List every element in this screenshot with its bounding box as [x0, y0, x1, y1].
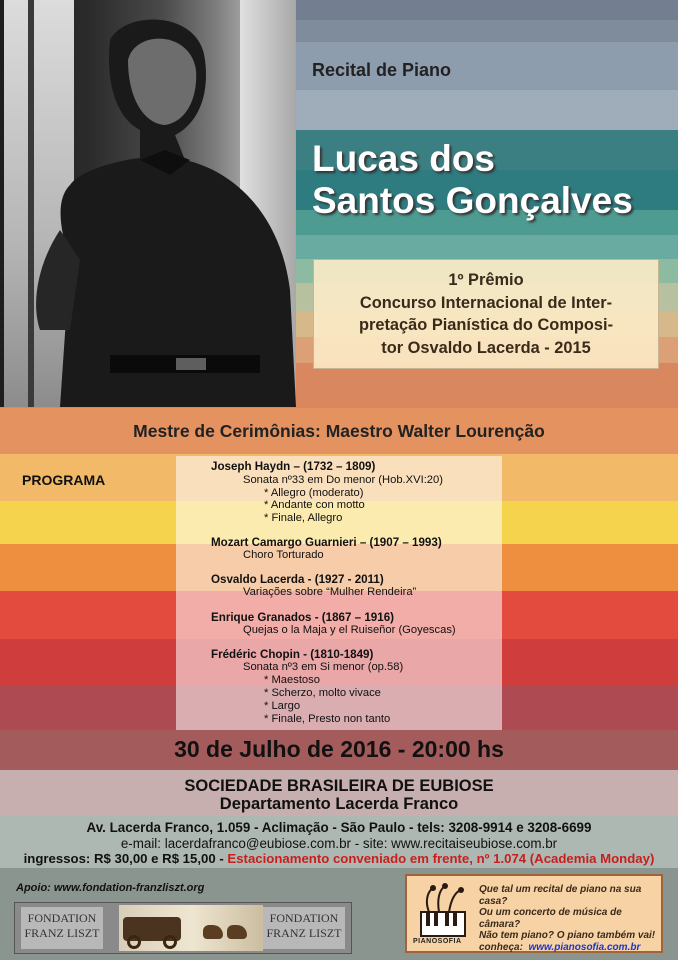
piano-tree-icon — [415, 882, 471, 946]
pianosofia-link[interactable]: www.pianosofia.com.br — [528, 941, 641, 953]
recital-title: Recital de Piano — [312, 60, 452, 80]
ad-prefix: conheça: — [479, 941, 523, 953]
horse — [227, 925, 247, 939]
logo-text: FRANZ LISZT — [24, 926, 100, 940]
work-lacerda: Variações sobre “Mulher Rendeira” — [243, 586, 417, 598]
ticket-prices: ingressos: R$ 30,00 e R$ 15,00 - — [23, 851, 228, 866]
venue-address: Av. Lacerda Franco, 1.059 - Aclimação - São Paulo - tels: 3208-9914 e 3208-6699 — [86, 820, 592, 835]
movement: * Largo — [264, 700, 301, 712]
program-label: PROGRAMA — [22, 472, 106, 488]
contact-email-site: e-mail: lacerdafranco@eubiose.com.br - site: www.recitaiseubiose.com.br — [120, 836, 558, 851]
work-granados: Quejas o la Maja y el Ruiseñor (Goyescas) — [243, 624, 456, 636]
performer-name-line2: Santos Gonçalves — [312, 180, 633, 221]
prize-line: Concurso Internacional de Inter- — [359, 293, 613, 312]
venue-department: Departamento Lacerda Franco — [219, 795, 459, 813]
pianist-photo — [0, 0, 296, 407]
parking-info: Estacionamento conveniado em frente, nº 1.074 (Academia Monday) — [227, 851, 655, 866]
wheel — [127, 935, 141, 949]
liszt-foundation-logo — [263, 907, 345, 949]
horse — [203, 925, 223, 939]
ad-line — [479, 942, 661, 954]
composer-haydn: Joseph Haydn – (1732 – 1809) — [211, 460, 376, 473]
work-chopin: Sonata nº3 em Si menor (op.58) — [243, 661, 404, 673]
ad-line: Que tal um recital de piano na sua casa? — [479, 884, 642, 907]
movement: * Allegro (moderato) — [264, 487, 364, 499]
work-haydn: Sonata nº33 em Do menor (Hob.XVI:20) — [243, 474, 443, 486]
prize-line: pretação Pianística do Composi- — [358, 316, 614, 334]
tickets-line — [0, 851, 678, 866]
pianosofia-text — [479, 884, 661, 953]
movement: * Andante con motto — [264, 499, 365, 511]
logo-text: FONDATION — [27, 911, 97, 925]
liszt-foundation-logo — [21, 907, 103, 949]
movement: * Finale, Presto non tanto — [264, 713, 391, 725]
support-credit: Apoio: www.fondation-franzliszt.org — [16, 882, 205, 894]
movement: * Finale, Allegro — [264, 512, 343, 524]
composer-granados: Enrique Granados - (1867 – 1916) — [211, 611, 394, 624]
movement: * Scherzo, molto vivace — [264, 687, 381, 699]
logo-text: FONDATION — [269, 911, 339, 925]
prize-line: 1º Prêmio — [448, 271, 524, 289]
pianist-silhouette — [0, 0, 296, 407]
event-date: 30 de Julho de 2016 - 20:00 hs — [174, 736, 504, 762]
sponsor-strip — [14, 902, 352, 954]
pianosofia-ad — [405, 874, 663, 953]
work-guarnieri: Choro Torturado — [243, 549, 324, 561]
ad-line: Não tem piano? O piano também vai! — [479, 930, 656, 941]
composer-lacerda: Osvaldo Lacerda - (1927 - 2011) — [211, 573, 384, 586]
pianosofia-logo-text: PIANOSOFIA — [413, 938, 462, 945]
performer-name-line1: Lucas dos — [312, 138, 495, 179]
composer-guarnieri: Mozart Camargo Guarnieri – (1907 – 1993) — [211, 536, 442, 549]
carriage-painting — [119, 905, 263, 951]
composer-chopin: Frédéric Chopin - (1810-1849) — [211, 648, 374, 661]
wheel — [163, 935, 177, 949]
master-of-ceremonies: Mestre de Cerimônias: Maestro Walter Lourenção — [133, 421, 545, 441]
venue-society: SOCIEDADE BRASILEIRA DE EUBIOSE — [184, 777, 494, 795]
prize-box — [313, 259, 659, 369]
ad-line: Ou um concerto de música de câmara? — [479, 907, 622, 930]
logo-text: FRANZ LISZT — [266, 926, 342, 940]
movement: * Maestoso — [264, 674, 320, 686]
prize-line: tor Osvaldo Lacerda - 2015 — [381, 338, 591, 357]
